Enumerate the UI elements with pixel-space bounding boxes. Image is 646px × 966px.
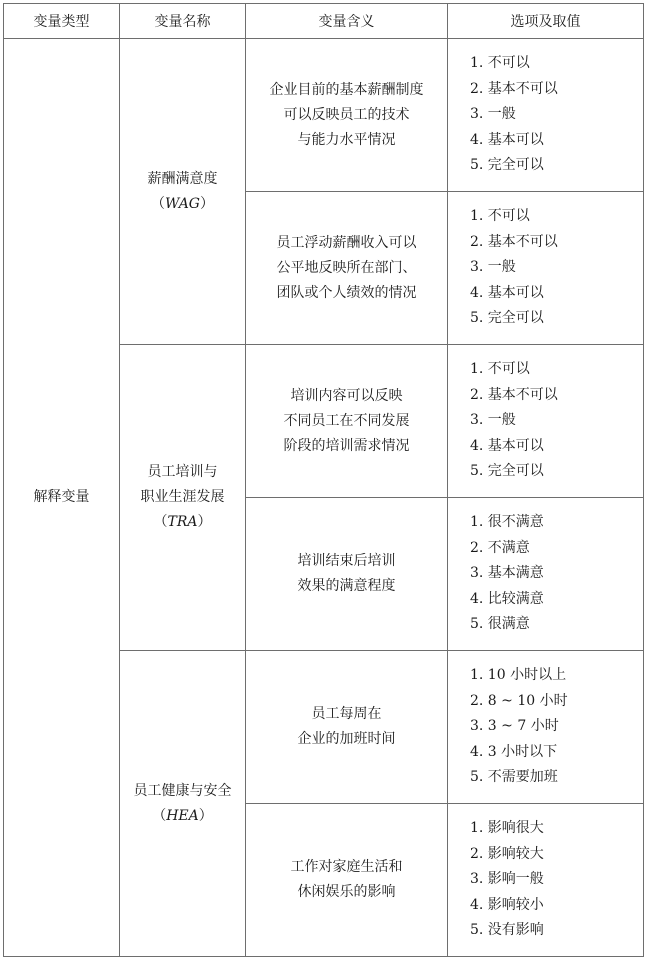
var-abbr-text: WAG [165, 195, 200, 212]
header-var-meaning: 变量含义 [246, 4, 448, 39]
var-name-line: 员工健康与安全 [133, 782, 232, 799]
meaning-cell [246, 192, 448, 345]
option-item: 1. 影响很大 [470, 820, 544, 837]
option-item: 1. 10 小时以上 [470, 667, 567, 684]
options-cell [448, 39, 644, 192]
meaning-line: 公平地反映所在部门、 [276, 259, 417, 276]
header-row [4, 4, 644, 39]
options-list [448, 51, 643, 179]
header-options: 选项及取值 [448, 4, 644, 39]
option-item: 3. 3 ~ 7 小时 [470, 718, 559, 735]
meaning-line: 休闲娱乐的影响 [297, 884, 396, 900]
meaning-cell [246, 345, 448, 498]
option-item: 3. 一般 [470, 106, 516, 123]
option-item: 2. 不满意 [470, 539, 530, 556]
option-item: 4. 影响较小 [470, 896, 544, 913]
meaning-line: 员工浮动薪酬收入可以 [276, 234, 417, 251]
option-item: 5. 很满意 [470, 616, 530, 633]
meaning-line: 团队或个人绩效的情况 [276, 284, 417, 301]
option-item: 2. 基本不可以 [470, 386, 558, 403]
meaning-cell [246, 804, 448, 957]
header-var-type: 变量类型 [4, 4, 120, 39]
options-list [448, 357, 643, 485]
var-name-cell-tra [120, 345, 246, 651]
option-item: 4. 3 小时以下 [470, 743, 558, 760]
var-name-cell-wag [120, 39, 246, 345]
meaning-line: 员工每周在 [311, 706, 382, 722]
option-item: 5. 不需要加班 [470, 769, 558, 786]
meaning-line: 工作对家庭生活和 [290, 859, 403, 875]
option-item: 2. 8 ~ 10 小时 [470, 692, 568, 709]
option-item: 5. 完全可以 [470, 157, 544, 174]
meaning-line: 阶段的培训需求情况 [283, 437, 410, 454]
var-name-line: 职业生涯发展 [140, 489, 225, 505]
option-item: 3. 一般 [470, 412, 516, 429]
option-item: 1. 不可以 [470, 55, 530, 72]
option-item: 2. 基本不可以 [470, 80, 558, 97]
var-name-cell-hea [120, 651, 246, 957]
option-item: 4. 比较满意 [470, 590, 544, 607]
option-item: 4. 基本可以 [470, 437, 544, 454]
meaning-line: 可以反映员工的技术 [283, 106, 410, 123]
option-item: 5. 完全可以 [470, 310, 544, 327]
meaning-line: 企业目前的基本薪酬制度 [269, 81, 424, 98]
variable-table-container [3, 3, 644, 957]
meaning-cell [246, 498, 448, 651]
option-item: 4. 基本可以 [470, 284, 544, 301]
option-item: 3. 基本满意 [470, 565, 544, 582]
meaning-cell [246, 39, 448, 192]
option-item: 3. 一般 [470, 259, 516, 276]
meaning-line: 效果的满意程度 [297, 578, 396, 594]
options-list [448, 663, 643, 791]
var-abbr-text: TRA [167, 514, 198, 530]
options-list [448, 204, 643, 332]
options-list [448, 816, 643, 944]
variable-table [3, 3, 644, 957]
option-item: 2. 影响较大 [470, 845, 544, 862]
table-row [4, 39, 644, 192]
meaning-line: 不同员工在不同发展 [283, 412, 410, 429]
var-type-cell: 解释变量 [4, 39, 120, 957]
meaning-line: 培训内容可以反映 [290, 387, 403, 404]
option-item: 1. 不可以 [470, 208, 530, 225]
options-cell [448, 345, 644, 498]
var-name-line: 员工培训与 [147, 464, 218, 480]
option-item: 5. 没有影响 [470, 922, 544, 939]
meaning-line: 企业的加班时间 [297, 731, 396, 747]
var-abbr: （WAG） [151, 195, 214, 212]
option-item: 2. 基本不可以 [470, 233, 558, 250]
option-item: 3. 影响一般 [470, 871, 544, 888]
option-item: 5. 完全可以 [470, 463, 544, 480]
option-item: 1. 很不满意 [470, 514, 544, 531]
option-item: 1. 不可以 [470, 361, 530, 378]
var-abbr: （HEA） [152, 807, 213, 824]
option-item: 4. 基本可以 [470, 131, 544, 148]
options-cell [448, 804, 644, 957]
options-cell [448, 498, 644, 651]
var-abbr: （TRA） [153, 514, 212, 530]
header-var-name: 变量名称 [120, 4, 246, 39]
options-cell [448, 651, 644, 804]
meaning-line: 培训结束后培训 [297, 553, 396, 569]
options-list [448, 510, 643, 638]
var-abbr-text: HEA [166, 807, 199, 824]
meaning-line: 与能力水平情况 [297, 131, 396, 148]
options-cell [448, 192, 644, 345]
var-name-line: 薪酬满意度 [147, 170, 218, 187]
meaning-cell [246, 651, 448, 804]
